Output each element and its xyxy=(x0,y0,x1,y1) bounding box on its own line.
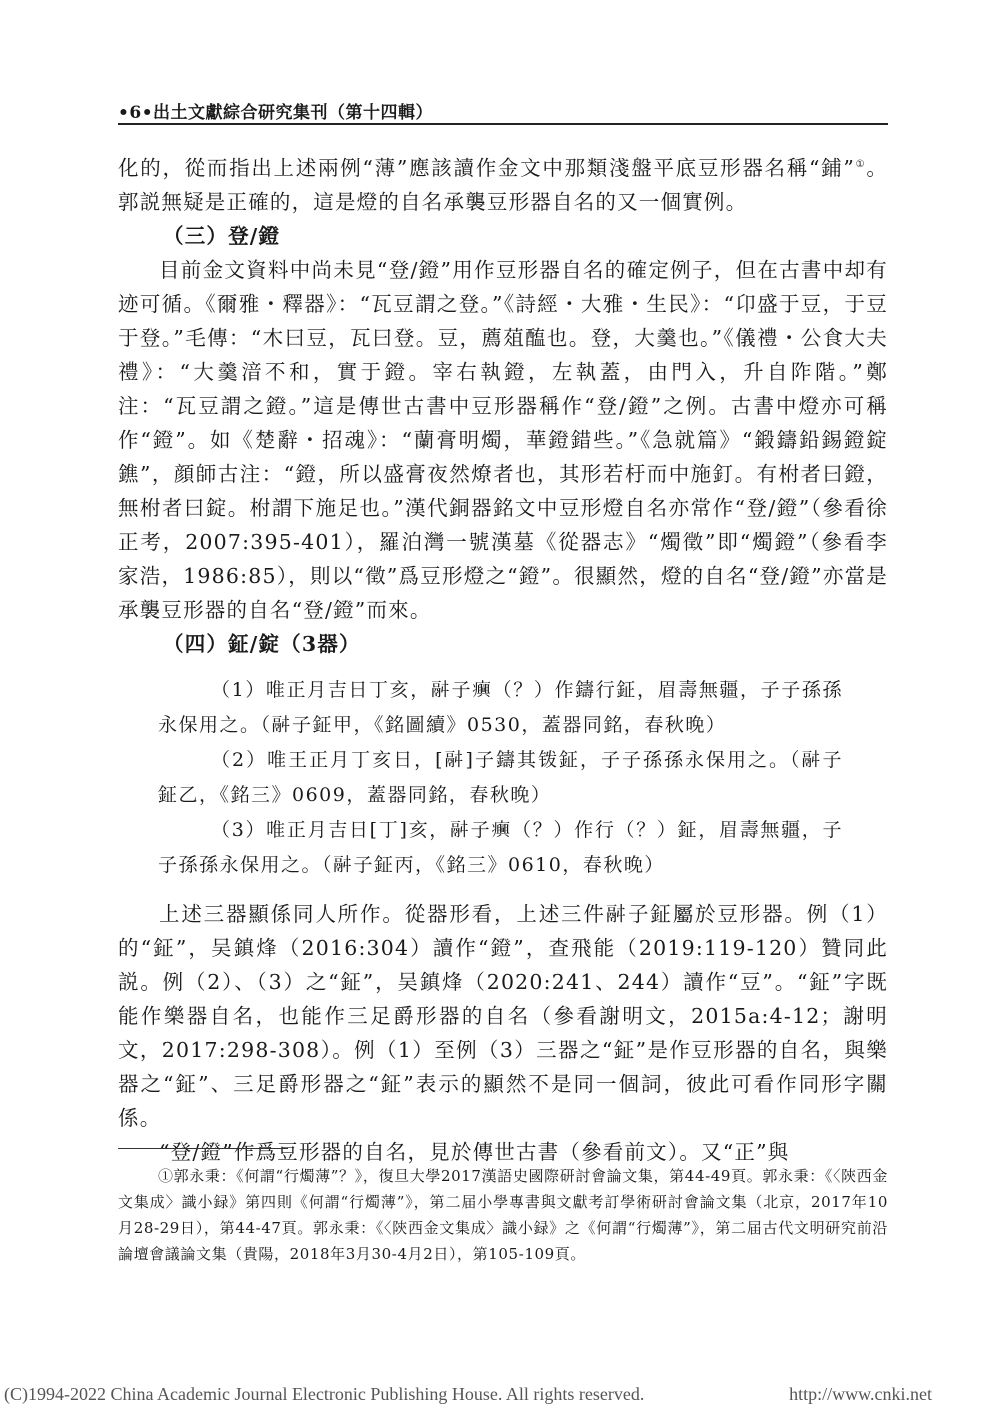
paragraph-3: 上述三器顯係同人所作。從器形看，上述三件𩰫子鉦屬於豆形器。例（1）的“鉦”，吴鎮烽（2016:304）讀作“鐙”，查飛能（2019:119-120）贊同此説。例（2）、（3）之“鉦”，吴鎮烽（2020:241、244）讀作“豆”。“鉦”字既能作樂器自名，也能作三足爵形器的自名（參看謝明文，2015a:4-12；謝明文，2017:298-308）。例（1）至例（3）三器之“鉦”是作豆形器的自名，與樂器之“鉦”、三足爵形器之“鉦”表示的顯然不是同一個詞，彼此可看作同形字關係。 xyxy=(118,902,888,1130)
inscription-example-2: （2）唯王正月丁亥日，[𩰫]子鑄其䥽鉦，子子孫孫永保用之。（𩰫子鉦乙，《銘三》0609，蓋器同銘，春秋晚） xyxy=(158,749,843,806)
inscription-example-3: （3）唯正月吉日[丁]亥，𩰫子𤼈（？）作行（？）鉦，眉壽無疆，子子孫孫永保用之。（𩰫子鉦丙，《銘三》0610，春秋晚） xyxy=(158,819,843,876)
inscription-example-1: （1）唯正月吉日丁亥，𩰫子𤼈（？）作鑄行鉦，眉壽無疆，子子孫孫永保用之。（𩰫子鉦甲，《銘圖續》0530，蓋器同銘，春秋晚） xyxy=(158,679,843,736)
running-head: •6•出土文獻綜合研究集刊（第十四輯） xyxy=(118,103,434,123)
paragraph-1-tail: 。郭説無疑是正確的，這是燈的自名承襲豆形器自名的又一個實例。 xyxy=(118,156,889,214)
footnote-rule xyxy=(118,1148,288,1149)
footnote: ①郭永秉：《何謂“行燭薄”？》，復旦大學2017漢語史國際研討會論文集，第44-49頁。郭永秉：《〈陝西金文集成〉識小録》第四則《何謂“行燭薄”》，第二届小學專書與文獻考訂學術研討會論文集（北京，2017年10月28-29日），第44-47頁。郭永秉：《〈陝西金文集成〉識小録》之《何謂“行燭薄”》，第二届古代文明研究前沿論壇會議論文集（貴陽，2018年3月30-4月2日），第105-109頁。 xyxy=(118,1167,888,1263)
paragraph-1 xyxy=(118,148,888,219)
paragraph-4: “登/鐙”作爲豆形器的自名，見於傳世古書（參看前文）。又“正”與 xyxy=(159,1140,790,1164)
inscription-examples xyxy=(118,673,888,883)
paragraph-2: 目前金文資料中尚未見“登/鐙”用作豆形器自名的確定例子，但在古書中却有迹可循。《爾雅・釋器》：“瓦豆謂之登。”《詩經・大雅・生民》：“卬盛于豆，于豆于登。”毛傳：“木曰豆，瓦曰登。豆，薦葅醢也。登，大羹也。”《儀禮・公食大夫禮》：“大羹湆不和，實于鐙。宰右執鐙，左執蓋，由門入，升自阼階。”鄭注：“瓦豆謂之鐙。”這是傳世古書中豆形器稱作“登/鐙”之例。古書中燈亦可稱作“鐙”。如《楚辭・招魂》：“蘭膏明燭，華鐙錯些。”《急就篇》“鍛鑄鉛錫鐙錠鐎”，顔師古注：“鐙，所以盛膏夜然燎者也，其形若杅而中施釘。有柎者曰鐙，無柎者曰錠。柎謂下施足也。”漢代銅器銘文中豆形燈自名亦常作“登/鐙”（參看徐正考，2007:395-401），羅泊灣一號漢墓《從器志》“燭徵”即“燭鐙”（參看李家浩，1986:85），則以“徵”爲豆形燈之“鐙”。很顯然，燈的自名“登/鐙”亦當是承襲豆形器的自名“登/鐙”而來。 xyxy=(118,258,888,622)
cnki-link[interactable]: http://www.cnki.net xyxy=(789,1384,932,1404)
section-heading-4: （四）鉦/錠（3器） xyxy=(163,632,361,656)
section-heading-3: （三）登/鐙 xyxy=(163,224,281,248)
paragraph-1-text: 化的，從而指出上述兩例“薄”應該讀作金文中那類淺盤平底豆形器名稱“鋪” xyxy=(118,156,856,180)
header-rule xyxy=(118,123,888,125)
footnote-ref[interactable]: ① xyxy=(855,159,867,170)
copyright-notice: (C)1994-2022 China Academic Journal Electronic Publishing House. All rights reserved. xyxy=(4,1384,645,1404)
main-text xyxy=(118,148,888,1169)
